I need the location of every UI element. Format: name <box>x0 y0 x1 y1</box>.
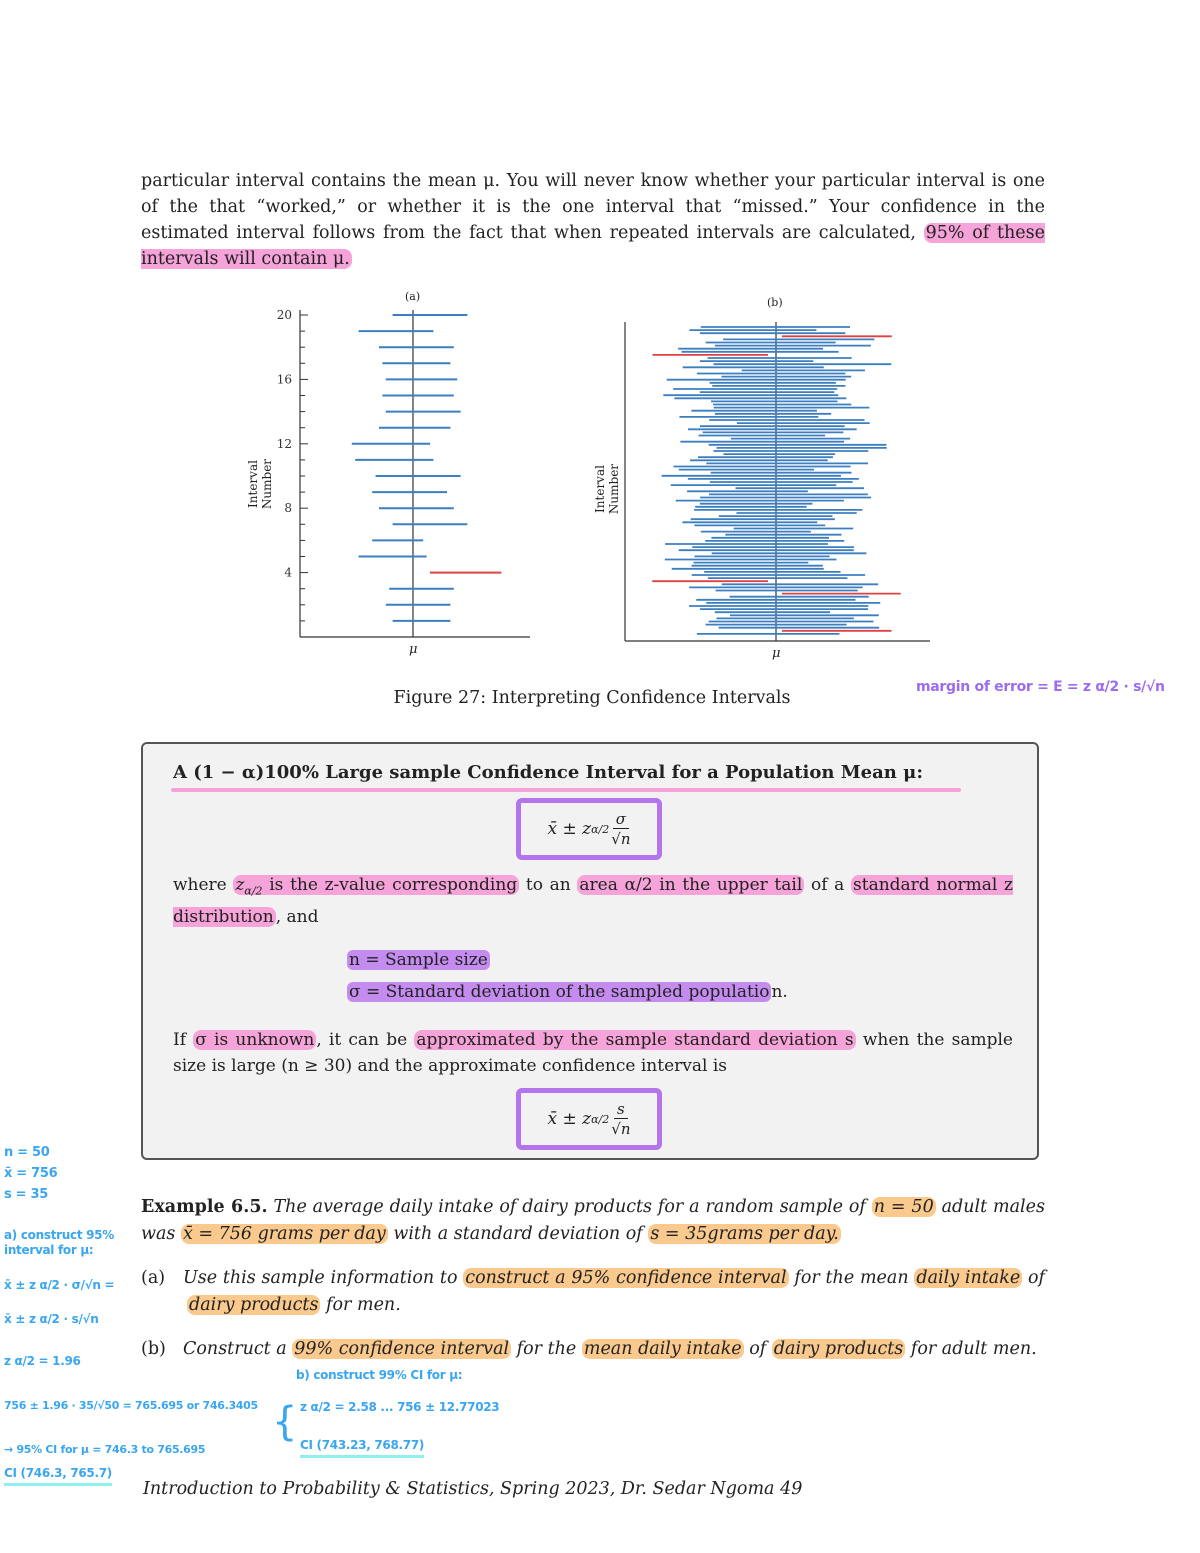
part-a-t4: for men. <box>326 1295 401 1315</box>
example-hl-s: s = 35grams per day. <box>650 1224 839 1244</box>
z-sub: α/2 <box>244 884 263 898</box>
formula-denominator: √n <box>611 829 631 848</box>
example-hl-n: n = 50 <box>873 1197 934 1217</box>
annotation-b-z: z α/2 = 2.58 ... 756 ± 12.77023 <box>300 1400 500 1414</box>
example-t3: with a standard deviation of <box>393 1224 643 1244</box>
panel-b <box>625 322 930 641</box>
part-b-t4: for adult men. <box>910 1339 1037 1359</box>
formula-sigma <box>516 798 662 860</box>
example-statement <box>141 1194 1045 1248</box>
def-sigma-tail: n. <box>771 982 788 1002</box>
formula-sub: α/2 <box>591 822 610 836</box>
formula-fraction-2 <box>611 1100 630 1139</box>
annotation-ci-b: CI (743.23, 768.77) <box>300 1438 424 1458</box>
if-mid: , it can be <box>316 1030 408 1050</box>
panel-b-label: (b) <box>767 296 783 309</box>
example-part-a <box>141 1265 1045 1319</box>
example-t1: The average daily intake of dairy products for a random sample of <box>273 1197 866 1217</box>
footer-text: Introduction to Probability & Statistics, Spring 2023, Dr. Sedar Ngoma <box>143 1479 775 1499</box>
part-a-t3: of <box>1027 1268 1045 1288</box>
definitions <box>347 944 788 1008</box>
part-a-hl2: daily intake <box>916 1268 1021 1288</box>
where-mid2: of a <box>810 875 845 895</box>
page-footer <box>143 1479 802 1499</box>
formula-s <box>516 1088 662 1150</box>
def-n: n = Sample size <box>349 950 488 970</box>
def-n-row <box>347 944 788 976</box>
x-axis-label-a: μ <box>409 642 418 657</box>
given-xbar: x̄ = 756 <box>4 1166 58 1181</box>
annotation-b-title: b) construct 99% CI for μ: <box>296 1368 463 1382</box>
if-prefix: If <box>173 1030 187 1050</box>
annotation-formula-2: x̄ ± z α/2 · s/√n <box>4 1312 99 1326</box>
formula-lead-2: x̄ ± z <box>547 1109 592 1129</box>
figure-caption: Figure 27: Interpreting Confidence Intervals <box>393 688 791 708</box>
tick-label-a: 8 <box>284 501 292 516</box>
part-b-hl2: mean daily intake <box>583 1339 742 1359</box>
formula-fraction <box>611 810 630 849</box>
example-label: Example 6.5. <box>141 1197 268 1217</box>
given-n: n = 50 <box>4 1145 50 1160</box>
where-highlight-1 <box>233 875 519 898</box>
annotation-a-title: a) construct 95% interval for μ: <box>4 1228 114 1257</box>
annotation-result: → 95% CI for μ = 746.3 to 765.695 <box>4 1443 206 1456</box>
part-a-hl3: dairy products <box>189 1295 319 1315</box>
tick-label-a: 4 <box>284 565 292 580</box>
formula-denominator-2: √n <box>611 1119 631 1138</box>
x-axis-label-b: μ <box>772 646 781 661</box>
formula-numerator-2: s <box>614 1100 628 1119</box>
part-b-t2: for the <box>516 1339 577 1359</box>
where-highlight-3: standard normal z distribution <box>173 875 1014 928</box>
if-highlight-1: σ is unknown <box>195 1030 315 1050</box>
intro-paragraph <box>141 168 1045 272</box>
y-axis-label-b: Interval Number <box>593 463 621 515</box>
z-symbol: z <box>235 875 245 895</box>
where-hl1-text: is the z-value corresponding <box>269 875 518 895</box>
intro-text: particular interval contains the mean μ. You will never know whether your particular interval is one of the that “worked,” or whether it is the one interval that “missed.” Your confidence in the estimated interval follows from the fact that when repeated intervals are calculated, <box>141 171 1045 243</box>
formula-sub-2: α/2 <box>591 1112 610 1126</box>
part-b-t1: Construct a <box>183 1339 287 1359</box>
title-highlight <box>171 788 961 792</box>
where-end: , and <box>275 907 319 928</box>
part-a-t2: for the mean <box>794 1268 909 1288</box>
def-sigma-row <box>347 976 788 1008</box>
if-paragraph <box>173 1027 1013 1079</box>
def-sigma: σ = Standard deviation of the sampled populatio <box>349 982 770 1002</box>
page-number: 49 <box>780 1479 803 1499</box>
brace-icon: { <box>272 1399 298 1445</box>
part-a-label: (a) <box>141 1268 166 1288</box>
annotation-z: z α/2 = 1.96 <box>4 1354 81 1368</box>
annotation-formula-1: x̄ ± z α/2 · σ/√n = <box>4 1278 115 1292</box>
tick-label-a: 12 <box>276 436 292 451</box>
part-b-label: (b) <box>141 1339 166 1359</box>
example-part-b <box>141 1336 1045 1363</box>
box-title: A (1 − α)100% Large sample Confidence Interval for a Population Mean μ: <box>173 762 923 783</box>
where-mid1: to an <box>525 875 571 895</box>
part-a-t1: Use this sample information to <box>183 1268 458 1288</box>
if-end: when the sample size is large (n ≥ 30) and the approximate confidence interval is <box>173 1030 1013 1076</box>
given-s: s = 35 <box>4 1187 48 1202</box>
if-highlight-2: approximated by the sample standard deviation s <box>416 1030 854 1050</box>
part-b-hl3: dairy products <box>773 1339 904 1359</box>
panel-a <box>277 308 530 637</box>
where-highlight-2: area α/2 in the upper tail <box>579 875 803 895</box>
part-a-hl1: construct a 95% confidence interval <box>465 1268 787 1288</box>
example-t2: adult males was <box>141 1197 1045 1244</box>
formula-numerator: σ <box>613 810 629 829</box>
definition-box <box>141 742 1039 1160</box>
tick-label-a: 20 <box>276 308 292 322</box>
where-prefix: where <box>173 875 227 895</box>
where-paragraph <box>173 872 1013 930</box>
annotation-margin-of-error: margin of error = E = z α/2 · s/√n <box>916 679 1165 695</box>
formula-lead: x̄ ± z <box>547 819 592 839</box>
annotation-calc: 756 ± 1.96 · 35/√50 = 765.695 or 746.3405 <box>4 1399 258 1412</box>
panel-a-label: (a) <box>405 290 421 303</box>
example-hl-xbar: x̄ = 756 grams per day <box>182 1224 386 1244</box>
part-b-t3: of <box>749 1339 767 1359</box>
intro-highlight: 95% of these intervals will contain μ. <box>141 223 1045 269</box>
annotation-ci-a: CI (746.3, 765.7) <box>4 1466 112 1486</box>
part-b-hl1: 99% confidence interval <box>294 1339 510 1359</box>
y-axis-label-a: Interval Number <box>246 458 274 510</box>
tick-label-a: 16 <box>276 372 292 387</box>
annotation-givens <box>4 1145 57 1202</box>
